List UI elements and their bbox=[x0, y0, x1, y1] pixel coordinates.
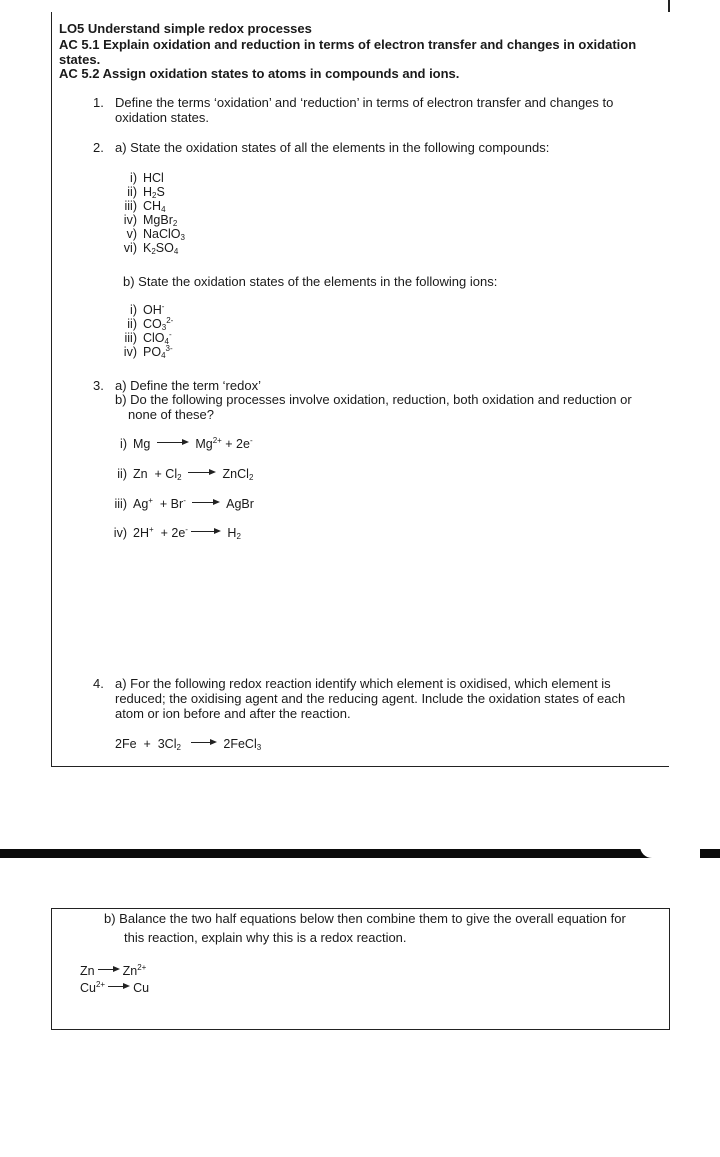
page-edge-line bbox=[668, 0, 670, 12]
redox-equation: $2Fe + 3Cl_2$ 2FeCl$_3$ bbox=[115, 737, 262, 752]
question-4b-text: b) Balance the two half equations below then combine them to give the overall equation for bbox=[104, 911, 626, 926]
half-equation-1: Zn $Zn^{2+}$ bbox=[80, 963, 147, 978]
arrow-icon bbox=[98, 966, 120, 974]
half-equation-2: $Cu^{2+}$ Cu bbox=[80, 980, 150, 995]
list-item: i) OH- bbox=[130, 302, 165, 317]
ions-list bbox=[113, 303, 173, 359]
ac51-heading-cont: states. bbox=[59, 52, 101, 67]
list-item: iv) $PO_4^{3-}$ bbox=[123, 344, 173, 360]
list-item: iii) ClO$_4$- bbox=[124, 330, 172, 346]
question-4a-text: a) For the following redox reaction identify which element is oxidised, which element is bbox=[115, 676, 611, 691]
list-item: vi) $K_2SO_4$ bbox=[123, 241, 179, 256]
process-item: iii) Ag+ + Br- AgBr bbox=[114, 496, 254, 511]
list-item: ii) $H_2S$ bbox=[127, 185, 165, 200]
process-item: i) Mg $Mg^{2+} + 2e^-$ bbox=[120, 436, 253, 451]
question-4a-text-cont2: atom or ion before and after the reaction. bbox=[115, 706, 351, 721]
page-divider-edge bbox=[640, 846, 700, 858]
compounds-list bbox=[113, 171, 185, 255]
question-4a-text-cont: reduced; the oxidising agent and the reducing agent. Include the oxidation states of each bbox=[115, 691, 626, 706]
question-1-text: Define the terms ‘oxidation’ and ‘reduction’ in terms of electron transfer and changes to bbox=[115, 95, 614, 110]
question-4-number: 4. bbox=[93, 676, 104, 691]
question-3b-text-cont: none of these? bbox=[128, 407, 215, 422]
list-item: v) NaClO$_3$ bbox=[126, 227, 185, 242]
question-3b-text: b) Do the following processes involve oxidation, reduction, both oxidation and reduction or bbox=[115, 392, 632, 407]
process-item: ii) $Zn + Cl_2$ ZnCl$_2$ bbox=[117, 467, 254, 482]
arrow-icon bbox=[188, 469, 216, 477]
arrow-icon bbox=[108, 983, 130, 991]
question-2-number: 2. bbox=[93, 140, 104, 155]
list-item: iv) MgBr$_2$ bbox=[123, 213, 178, 228]
list-item: iii) $CH_4$ bbox=[124, 199, 166, 214]
question-2b-text: b) State the oxidation states of the elements in the following ions: bbox=[123, 274, 498, 289]
ac52-heading: AC 5.2 Assign oxidation states to atoms in compounds and ions. bbox=[59, 66, 460, 81]
process-item: iv) 2H+ + 2e- $H_2$ bbox=[113, 525, 241, 541]
arrow-icon bbox=[191, 528, 221, 536]
lo5-heading: LO5 Understand simple redox processes bbox=[59, 21, 312, 36]
arrow-icon bbox=[157, 439, 189, 447]
list-item: ii) $CO_3^{2-}$ bbox=[127, 316, 174, 332]
question-4b-text-cont: this reaction, explain why this is a redox reaction. bbox=[124, 930, 407, 945]
arrow-icon bbox=[191, 739, 217, 747]
question-2a-text: a) State the oxidation states of all the elements in the following compounds: bbox=[115, 140, 550, 155]
page-divider bbox=[0, 849, 720, 858]
question-1-text-cont: oxidation states. bbox=[115, 110, 209, 125]
question-3a-text: a) Define the term ‘redox’ bbox=[115, 378, 261, 393]
arrow-icon bbox=[192, 499, 220, 507]
question-3-number: 3. bbox=[93, 378, 104, 393]
list-item: i) HCl bbox=[130, 171, 164, 185]
ac51-heading: AC 5.1 Explain oxidation and reduction in terms of electron transfer and changes in oxidation bbox=[59, 37, 637, 52]
question-1-number: 1. bbox=[93, 95, 104, 110]
